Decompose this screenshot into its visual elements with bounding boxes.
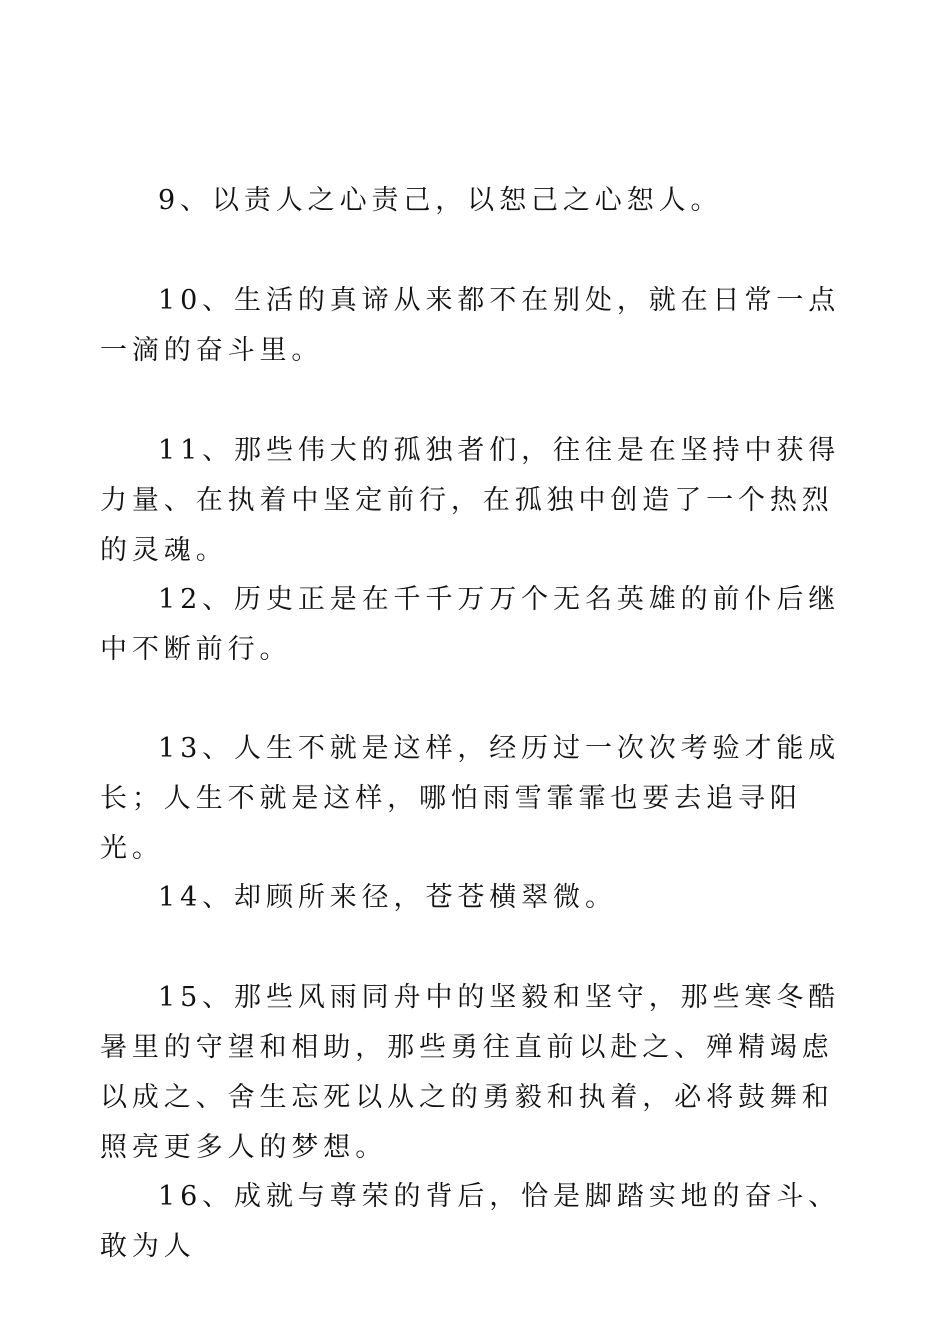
quote-12: 12、历史正是在千千万万个无名英雄的前仆后继中不断前行。 xyxy=(100,584,841,665)
quote-13: 13、人生不就是这样，经历过一次次考验才能成长；人生不就是这样，哪怕雨雪霏霏也要去追寻阳光。 xyxy=(100,733,841,864)
quote-9: 9、以责人之心责己，以恕己之心恕人。 xyxy=(158,185,723,216)
quote-15: 15、那些风雨同舟中的坚毅和坚守，那些寒冬酷暑里的守望和相助，那些勇往直前以赴之、殚精竭虑以成之、舍生忘死以从之的勇毅和执着，必将鼓舞和照亮更多人的梦想。 xyxy=(100,982,841,1163)
quote-14: 14、却顾所来径，苍苍横翠微。 xyxy=(158,882,617,913)
quote-11: 11、那些伟大的孤独者们，往往是在坚持中获得力量、在执着中坚定前行，在孤独中创造了一个热烈的灵魂。 xyxy=(100,435,841,566)
quote-10: 10、生活的真谛从来都不在别处，就在日常一点一滴的奋斗里。 xyxy=(100,285,841,366)
quote-16: 16、成就与尊荣的背后，恰是脚踏实地的奋斗、敢为人 xyxy=(100,1181,841,1262)
